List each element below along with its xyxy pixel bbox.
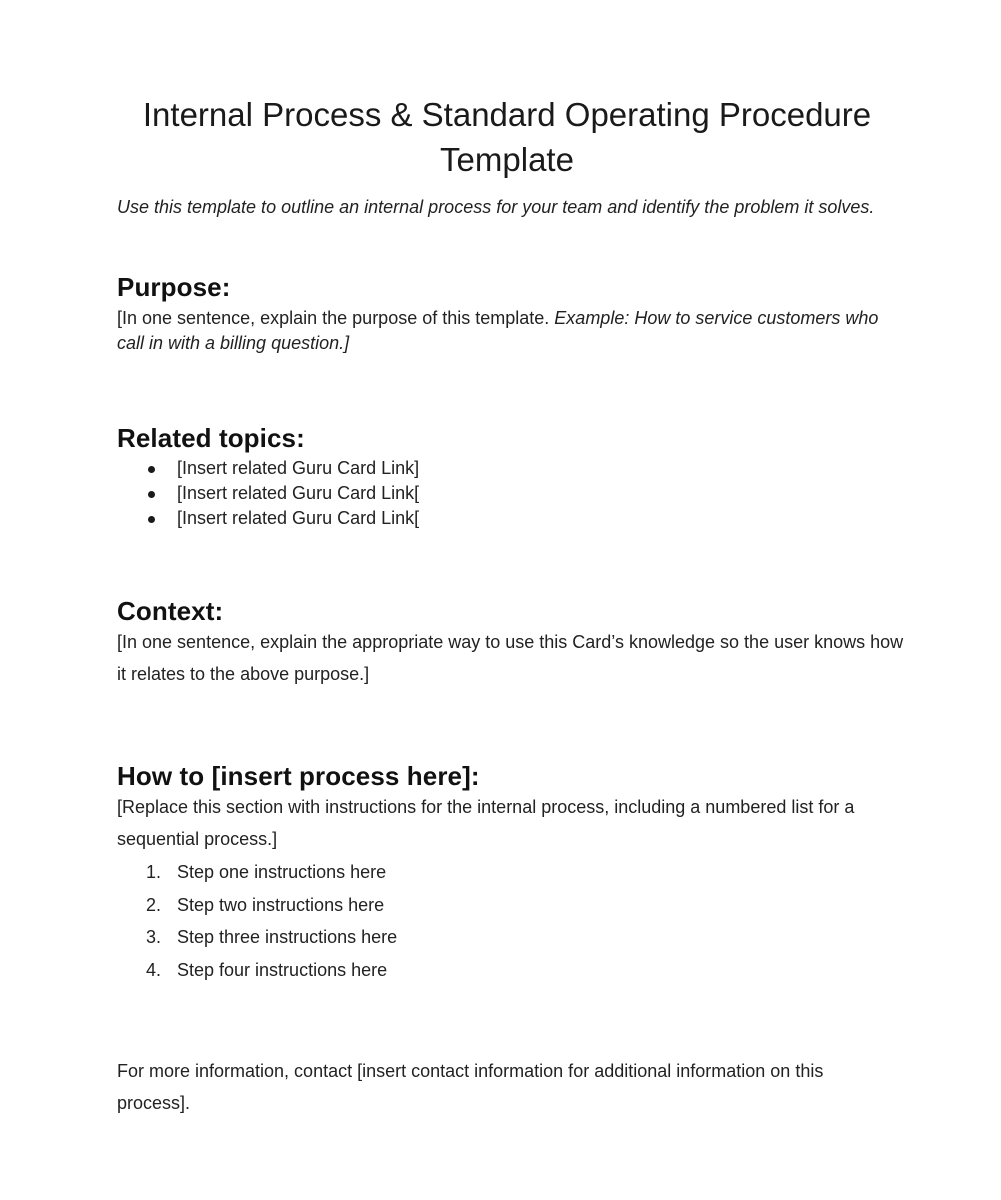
list-item: [117, 506, 419, 531]
step-number: 4.: [146, 959, 162, 980]
intro-text: Use this template to outline an internal process for your team and identify the problem it solves.: [117, 197, 875, 217]
steps-list: [117, 856, 397, 986]
step-text: Step one instructions here: [177, 862, 387, 882]
purpose-instruction: [In one sentence, explain the purpose of this template.: [117, 308, 555, 328]
step-text: Step two instructions here: [177, 894, 385, 915]
step-number: 3.: [146, 927, 162, 947]
related-topic-link[interactable]: [Insert related Guru Card Link]: [177, 458, 420, 478]
list-item: [117, 889, 397, 922]
purpose-example: Example: How to service customers who call in with a billing question.]: [117, 308, 879, 353]
bullet-icon: [148, 491, 155, 498]
how-to-text: [Replace this section with instructions for the internal process, including a numbered list for a sequential process.]: [117, 797, 855, 849]
list-item: [117, 856, 397, 889]
list-item: [117, 481, 419, 506]
footer-contact-text: For more information, contact [insert contact information for additional information on this process].: [117, 1061, 824, 1113]
step-text: Step four instructions here: [177, 959, 388, 980]
step-text: Step three instructions here: [177, 927, 398, 947]
related-topic-link[interactable]: [Insert related Guru Card Link[: [177, 483, 420, 503]
related-topic-link[interactable]: [Insert related Guru Card Link[: [177, 508, 420, 528]
related-topics-list: [117, 456, 419, 531]
purpose-heading: Purpose:: [117, 272, 231, 302]
context-heading: Context:: [117, 596, 224, 626]
step-number: 1.: [146, 862, 162, 882]
bullet-icon: [148, 516, 155, 523]
list-item: [117, 921, 397, 954]
how-to-heading: How to [insert process here]:: [117, 761, 480, 791]
related-topics-heading: Related topics:: [117, 423, 305, 453]
bullet-icon: [148, 466, 155, 473]
page-title: Internal Process & Standard Operating Procedure Template: [142, 96, 872, 178]
step-number: 2.: [146, 894, 162, 915]
purpose-text: [117, 306, 907, 356]
context-text: [In one sentence, explain the appropriate way to use this Card’s knowledge so the user knows how it relates to the above purpose.]: [117, 632, 904, 684]
list-item: [117, 954, 397, 987]
list-item: [117, 456, 419, 481]
